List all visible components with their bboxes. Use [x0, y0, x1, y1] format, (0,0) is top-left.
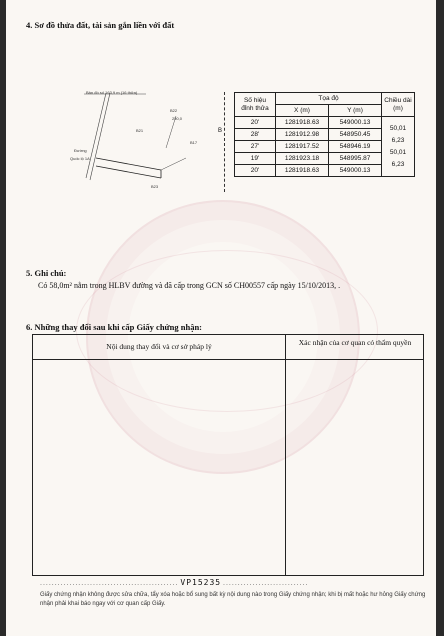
header-y: Y (m): [329, 105, 382, 117]
cell-x: 1281918.63: [276, 165, 329, 177]
side-label-b: B: [218, 128, 223, 134]
cell-y: 548946.19: [329, 141, 382, 153]
footer-fine-print: Giấy chứng nhận không được sửa chữa, tẩy xóa hoặc bổ sung bất kỳ nội dung nào trong Giấy chứng nhận; khi bị mất hoặc hư hỏng Giấy chứng nhận phải khai báo ngay với cơ quan cấp Giấy.: [40, 592, 426, 607]
section-5-note: [26, 280, 426, 291]
plot-sketch: [66, 88, 216, 198]
coordinate-table: [234, 92, 415, 177]
certificate-page: [6, 0, 436, 636]
stamp-number: VP15235: [180, 578, 222, 587]
footer: [40, 578, 430, 609]
cell-point: 27': [235, 141, 276, 153]
changes-table: [32, 334, 424, 576]
section-5-title: 5. Ghi chú:: [26, 268, 67, 278]
header-point: Số hiệu đỉnh thửa: [235, 93, 276, 117]
cell-point: 28': [235, 129, 276, 141]
cell-x: 1281923.18: [276, 153, 329, 165]
sketch-label-b23: B23: [151, 184, 159, 189]
sketch-label-road2: Quốc lộ 1A: [70, 156, 90, 161]
header-length: Chiều dài (m): [382, 93, 415, 117]
changes-col-content: Nội dung thay đổi và cơ sở pháp lý: [106, 342, 212, 351]
sketch-label-b22: B22: [170, 108, 178, 113]
sketch-top-label: Bản đồ số 163,9 m (16 thửa): [86, 90, 138, 95]
length-1: 50,01: [389, 124, 407, 132]
sketch-label-area: 250,0: [172, 116, 183, 121]
header-coord: Tọa độ: [276, 93, 382, 105]
table-row: [235, 117, 415, 129]
header-x: X (m): [276, 105, 329, 117]
lengths-cell: [382, 117, 415, 177]
note-text: Có 58,0m² nằm trong HLBV đường và đã cấp trong GCN số CH00557 cấp ngày 15/10/2013, .: [38, 281, 341, 290]
cell-y: 548995.87: [329, 153, 382, 165]
length-2: 6,23: [391, 136, 405, 144]
section-6-title: 6. Những thay đổi sau khi cấp Giấy chứng nhận:: [26, 322, 203, 332]
cell-point: 20': [235, 117, 276, 129]
stamp-line: ............................................... VP15235 .............................: [40, 578, 309, 587]
cell-y: 549000.13: [329, 165, 382, 177]
cell-point: 19': [235, 153, 276, 165]
cell-y: 549000.13: [329, 117, 382, 129]
length-4: 6,23: [391, 160, 405, 168]
cell-y: 548950.45: [329, 129, 382, 141]
length-3: 50,01: [389, 148, 407, 156]
changes-col-confirm: Xác nhận của cơ quan có thẩm quyền: [298, 338, 412, 347]
cell-point: 20': [235, 165, 276, 177]
cell-x: 1281918.63: [276, 117, 329, 129]
changes-column-divider: [285, 335, 286, 575]
sketch-label-road: Đường: [74, 148, 87, 153]
sketch-label-b17: B17: [190, 140, 198, 145]
cell-x: 1281912.98: [276, 129, 329, 141]
sketch-label-b21: B21: [136, 128, 144, 133]
cell-x: 1281917.52: [276, 141, 329, 153]
side-divider: [224, 92, 226, 192]
section-4-title: 4. Sơ đồ thửa đất, tài sản gắn liền với đất: [26, 20, 175, 30]
